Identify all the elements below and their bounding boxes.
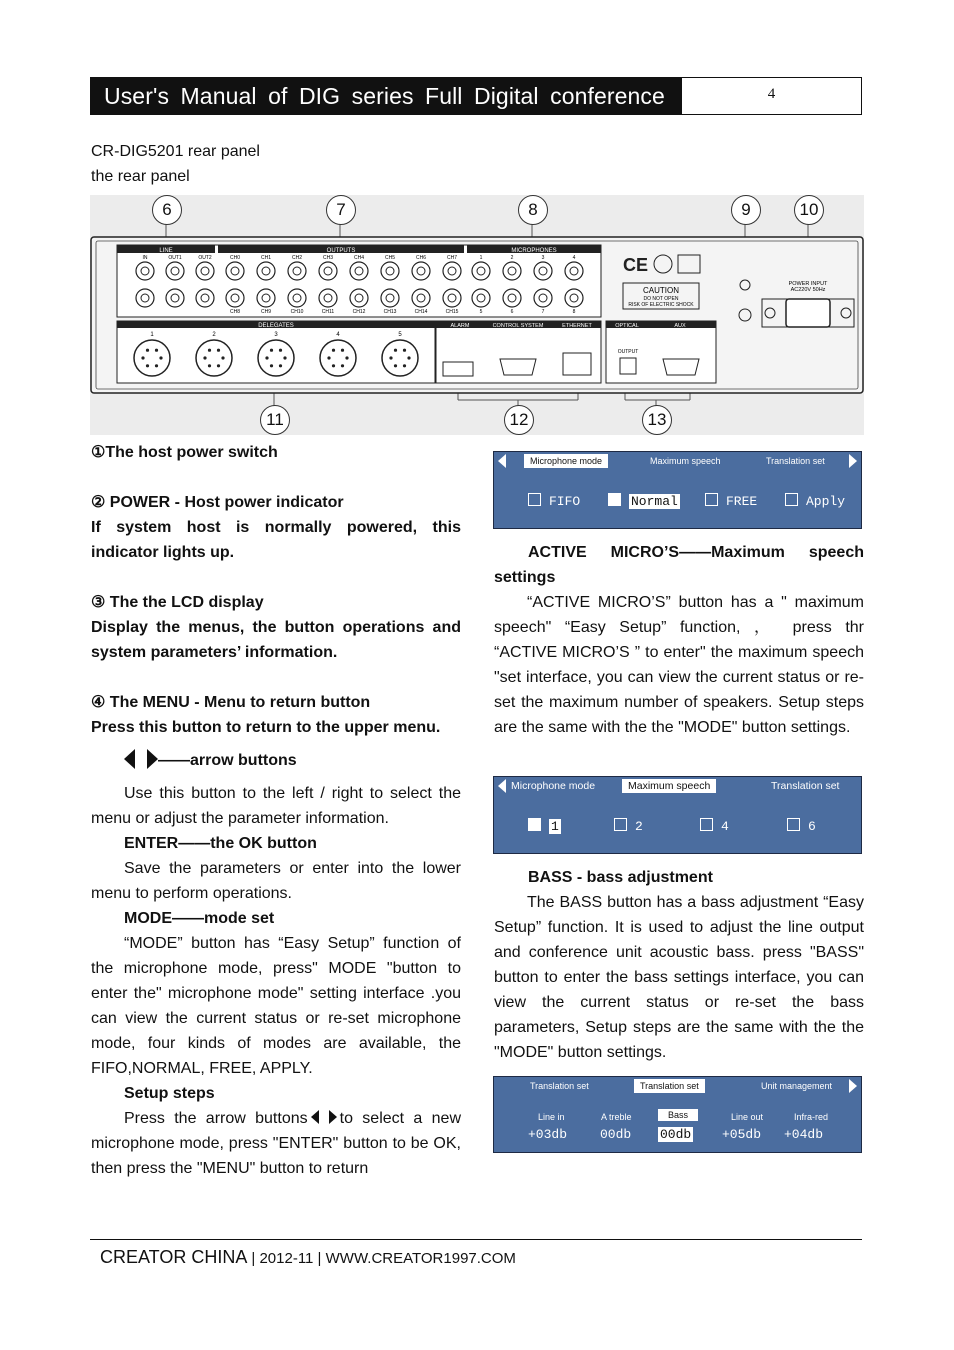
checkbox-icon (700, 818, 713, 831)
power-indicator-text: If system host is normally powered, this indicator lights up. (91, 519, 461, 561)
ethernet-label: ETHERNET (562, 323, 592, 329)
output-jack (288, 262, 306, 280)
delegate-number: 1 (150, 332, 154, 338)
lcd-bass (493, 1076, 862, 1153)
lcd-param-value: +03db (528, 1127, 568, 1142)
mic-jack (534, 289, 552, 307)
line-jack (136, 289, 154, 307)
lcd-param-label: Infra-red (794, 1112, 829, 1122)
lcd-option: 6 (787, 818, 816, 834)
lcd-option-selected: Normal (608, 493, 680, 509)
output-jack (257, 262, 275, 280)
control-system-label: CONTROL SYSTEM (492, 323, 544, 329)
mic-jack-label: 3 (541, 255, 545, 261)
delegate-number: 3 (274, 332, 278, 338)
output-jack (288, 289, 306, 307)
delegates-label: DELEGATES (258, 323, 294, 329)
delegate-number: 5 (398, 332, 402, 338)
right-arrow-icon (849, 454, 857, 468)
output-jack (319, 289, 337, 307)
lcd-param-value: 00db (600, 1127, 632, 1142)
delegate-connector (258, 340, 294, 376)
checkbox-icon (528, 493, 541, 506)
left-arrow-icon (498, 454, 506, 468)
line-jack (166, 289, 184, 307)
output-jack (350, 262, 368, 280)
left-column (91, 440, 461, 1181)
right-column (494, 540, 864, 740)
delegate-pin (332, 349, 335, 352)
power-indicator-heading: ② POWER - Host power indicator (91, 494, 344, 511)
output-jack-label: CH1 (260, 255, 272, 261)
lcd-option: 4 (700, 818, 729, 834)
mic-jack (565, 262, 583, 280)
intro-line-1: CR-DIG5201 rear panel (91, 143, 260, 160)
mic-jack (503, 289, 521, 307)
lcd-display-heading: ③ The the LCD display (91, 594, 264, 611)
setup-steps-text-a: Press the arrow buttons (124, 1110, 308, 1127)
mic-jack (472, 289, 490, 307)
output-jack-label: CH10 (290, 309, 304, 315)
delegate-pin (217, 349, 220, 352)
bass-text: The BASS button has a bass adjustment “Easy Setup” function. It is used to adjust the line output and conference unit acoustic bass. press "BASS" button to enter the bass settings interface, you can view the current status or re-set the bass parameters, Setup steps are the same with the the "MODE" button settings. (494, 894, 864, 1061)
checkbox-icon (785, 493, 798, 506)
footer-date: 2012-11 (259, 1250, 314, 1267)
mic-jack-label: 6 (510, 309, 514, 315)
power-input-label: POWER INPUT (788, 281, 828, 287)
delegate-number: 2 (212, 332, 216, 338)
lcd-tab: Maximum speech (622, 779, 716, 793)
output-jack-label: CH8 (229, 309, 241, 315)
output-jack-label: CH5 (384, 255, 396, 261)
delegate-connector (196, 340, 232, 376)
mic-jack (534, 262, 552, 280)
output-jack (226, 262, 244, 280)
active-micros-text: “ACTIVE MICRO’S” button has a " maximum speech" “Easy Setup” function, ， press thr “ACTIVE MICRO’S ” to enter" the maximum speech "set interface, you can view the current status or re-set the maximum number of speakers. Setup steps are the same with the the "MODE" button settings. (494, 594, 864, 736)
delegate-pin (208, 349, 211, 352)
mode-heading: MODE——mode set (124, 910, 275, 927)
delegate-pin (327, 356, 330, 359)
document-title: User's Manual of DIG series Full Digital conference (91, 78, 682, 114)
mic-jack (565, 289, 583, 307)
delegate-connector (134, 340, 170, 376)
delegate-pin (265, 356, 268, 359)
callout-6: 6 (152, 195, 182, 225)
output-jack-label: CH13 (383, 309, 397, 315)
footer-divider (90, 1239, 862, 1240)
page-footer: CREATOR CHINA | 2012-11 | WWW.CREATOR1997.COM (100, 1247, 516, 1267)
lcd-param-value: +05db (722, 1127, 762, 1142)
arrow-buttons-label: ——arrow buttons (158, 752, 297, 769)
caution-label: CAUTION (643, 286, 679, 295)
lcd-option: FIFO (528, 493, 580, 509)
left-arrow-icon (498, 779, 506, 793)
delegate-pin (403, 364, 406, 367)
delegate-pin (345, 356, 348, 359)
line-jack (196, 289, 214, 307)
delegate-pin (279, 349, 282, 352)
output-jack-label: CH9 (260, 309, 272, 315)
callout-7: 7 (326, 195, 356, 225)
lcd-tab: Microphone mode (511, 780, 596, 792)
output-jack (350, 289, 368, 307)
enter-heading: ENTER——the OK button (124, 835, 317, 852)
lcd-option: FREE (705, 493, 757, 509)
line-jack-label: OUT1 (168, 255, 182, 261)
output-jack-label: CH14 (414, 309, 428, 315)
delegate-pin (403, 349, 406, 352)
mic-jack-label: 5 (479, 309, 483, 315)
lcd-param-label-selected: Bass (658, 1109, 698, 1121)
lcd-tab: Microphone mode (524, 454, 608, 468)
line-jack (166, 262, 184, 280)
lcd-option-selected: 1 (528, 818, 561, 834)
output-jack-label: CH2 (291, 255, 303, 261)
delegate-pin (146, 364, 149, 367)
callout-13: 13 (642, 405, 672, 435)
optical-label: OPTICAL (615, 323, 639, 329)
caution-sub-1: DO NOT OPEN (643, 296, 679, 302)
callout-11: 11 (260, 405, 290, 435)
lcd-param-label: A treble (601, 1112, 632, 1122)
delegate-pin (146, 349, 149, 352)
checkbox-icon (705, 493, 718, 506)
output-jack-label: CH15 (445, 309, 459, 315)
delegate-pin (332, 364, 335, 367)
lcd-tab: Translation set (634, 1079, 705, 1093)
delegate-pin (394, 349, 397, 352)
delegate-pin (155, 349, 158, 352)
footer-url: WWW.CREATOR1997.COM (325, 1250, 516, 1267)
output-label: OUTPUT (617, 349, 639, 355)
power-spec-label: AC220V 50Hz (790, 287, 826, 293)
delegate-pin (341, 349, 344, 352)
output-jack-label: CH11 (321, 309, 335, 315)
delegate-connector (382, 340, 418, 376)
output-jack (381, 262, 399, 280)
outputs-label: OUTPUTS (326, 248, 356, 254)
right-column-bass (494, 865, 864, 1065)
lcd-maximum-speech (493, 776, 862, 854)
right-arrow-icon (147, 749, 158, 769)
power-switch-heading: ①The host power switch (91, 444, 278, 461)
delegate-pin (217, 364, 220, 367)
rear-panel-figure (90, 195, 864, 435)
delegate-pin (203, 356, 206, 359)
lcd-option: Apply (785, 493, 845, 509)
output-jack (443, 289, 461, 307)
bass-heading: BASS - bass adjustment (528, 869, 713, 886)
mic-jack-label: 7 (541, 309, 545, 315)
enter-text: Save the parameters or enter into the lower menu to perform operations. (91, 860, 461, 902)
setup-steps-text (91, 1106, 461, 1181)
aux-label: AUX (674, 323, 686, 329)
active-micros-heading: ACTIVE MICRO’S——Maximum speech settings (494, 544, 864, 586)
microphones-label: MICROPHONES (511, 248, 557, 254)
output-jack (381, 289, 399, 307)
lcd-tab-bar (494, 452, 861, 470)
output-jack (257, 289, 275, 307)
lcd-microphone-mode (493, 451, 862, 529)
mic-jack-label: 4 (572, 255, 576, 261)
checkbox-icon (614, 818, 627, 831)
output-jack-label: CH3 (322, 255, 334, 261)
line-jack-label: IN (142, 255, 148, 261)
delegate-pin (159, 356, 162, 359)
rear-panel-drawing (90, 195, 864, 435)
page-header (90, 77, 862, 115)
output-jack-label: CH7 (446, 255, 458, 261)
mic-jack-label: 1 (479, 255, 483, 261)
delegate-connector (320, 340, 356, 376)
svg-text:CE: CE (623, 255, 649, 275)
setup-steps-heading: Setup steps (124, 1085, 215, 1102)
callout-9: 9 (731, 195, 761, 225)
output-jack (226, 289, 244, 307)
lcd-param-value: +04db (784, 1127, 824, 1142)
left-arrow-icon (124, 749, 135, 769)
delegate-pin (394, 364, 397, 367)
mode-text: “MODE” button has “Easy Setup” function of the microphone mode, press" MODE "button to enter the" microphone mode" setting interface .you can view the current status or re-set microphone mode, four kinds of modes are available, the FIFO,NORMAL, FREE, APPLY. (91, 935, 461, 1077)
delegate-pin (221, 356, 224, 359)
lcd-tab: Maximum speech (650, 456, 721, 466)
lcd-tab: Unit management (761, 1081, 833, 1091)
delegate-pin (341, 364, 344, 367)
setup-steps-text-b: to select a new microphone mode, press "ENTER" button to be OK, then press the "MENU" button to return (91, 1110, 461, 1177)
output-jack-label: CH6 (415, 255, 427, 261)
delegate-pin (283, 356, 286, 359)
checkbox-icon (608, 493, 621, 506)
footer-brand: CREATOR CHINA (100, 1247, 247, 1267)
left-arrow-icon (311, 1110, 319, 1124)
delegate-pin (155, 364, 158, 367)
arrow-buttons-heading (91, 748, 461, 773)
output-jack (412, 289, 430, 307)
lcd-display-text: Display the menus, the button operations and system parameters’ information. (91, 619, 461, 661)
output-jack (443, 262, 461, 280)
mic-jack (472, 262, 490, 280)
line-jack (196, 262, 214, 280)
delegate-number: 4 (336, 332, 340, 338)
checkbox-icon (528, 818, 541, 831)
checkbox-icon (787, 818, 800, 831)
delegate-pin (270, 364, 273, 367)
line-jack (136, 262, 154, 280)
menu-button-heading: ④ The MENU - Menu to return button (91, 694, 371, 711)
callout-8: 8 (518, 195, 548, 225)
lcd-tab-bar (494, 777, 861, 795)
output-jack-label: CH4 (353, 255, 365, 261)
delegate-pin (141, 356, 144, 359)
lcd-tab: Translation set (766, 456, 825, 466)
mic-jack-label: 2 (510, 255, 514, 261)
output-jack-label: CH0 (229, 255, 241, 261)
delegate-pin (270, 349, 273, 352)
delegate-pin (389, 356, 392, 359)
delegate-pin (208, 364, 211, 367)
callout-12: 12 (504, 405, 534, 435)
intro-line-2: the rear panel (91, 168, 190, 185)
lcd-tab: Translation set (530, 1081, 589, 1091)
page-number: 4 (767, 86, 776, 102)
delegate-pin (407, 356, 410, 359)
lcd-tab: Translation set (771, 780, 840, 792)
arrow-buttons-text: Use this button to the left / right to select the menu or adjust the parameter information. (91, 785, 461, 827)
lcd-param-value-selected: 00db (660, 1127, 692, 1142)
output-jack (412, 262, 430, 280)
delegate-pin (279, 364, 282, 367)
caution-sub-2: RISK OF ELECTRIC SHOCK (628, 302, 694, 308)
menu-button-text: Press this button to return to the upper menu. (91, 719, 441, 736)
mic-jack-label: 8 (572, 309, 576, 315)
line-label: LINE (159, 248, 173, 254)
right-arrow-icon (849, 1079, 857, 1093)
alarm-label: ALARM (450, 323, 470, 329)
lcd-param-label: Line in (538, 1112, 565, 1122)
lcd-option: 2 (614, 818, 643, 834)
callout-10: 10 (794, 195, 824, 225)
mic-jack (503, 262, 521, 280)
line-jack-label: OUT2 (198, 255, 212, 261)
lcd-param-label: Line out (731, 1112, 764, 1122)
right-arrow-icon (329, 1110, 337, 1124)
output-jack-label: CH12 (352, 309, 366, 315)
output-jack (319, 262, 337, 280)
lcd-tab-bar (494, 1077, 861, 1095)
